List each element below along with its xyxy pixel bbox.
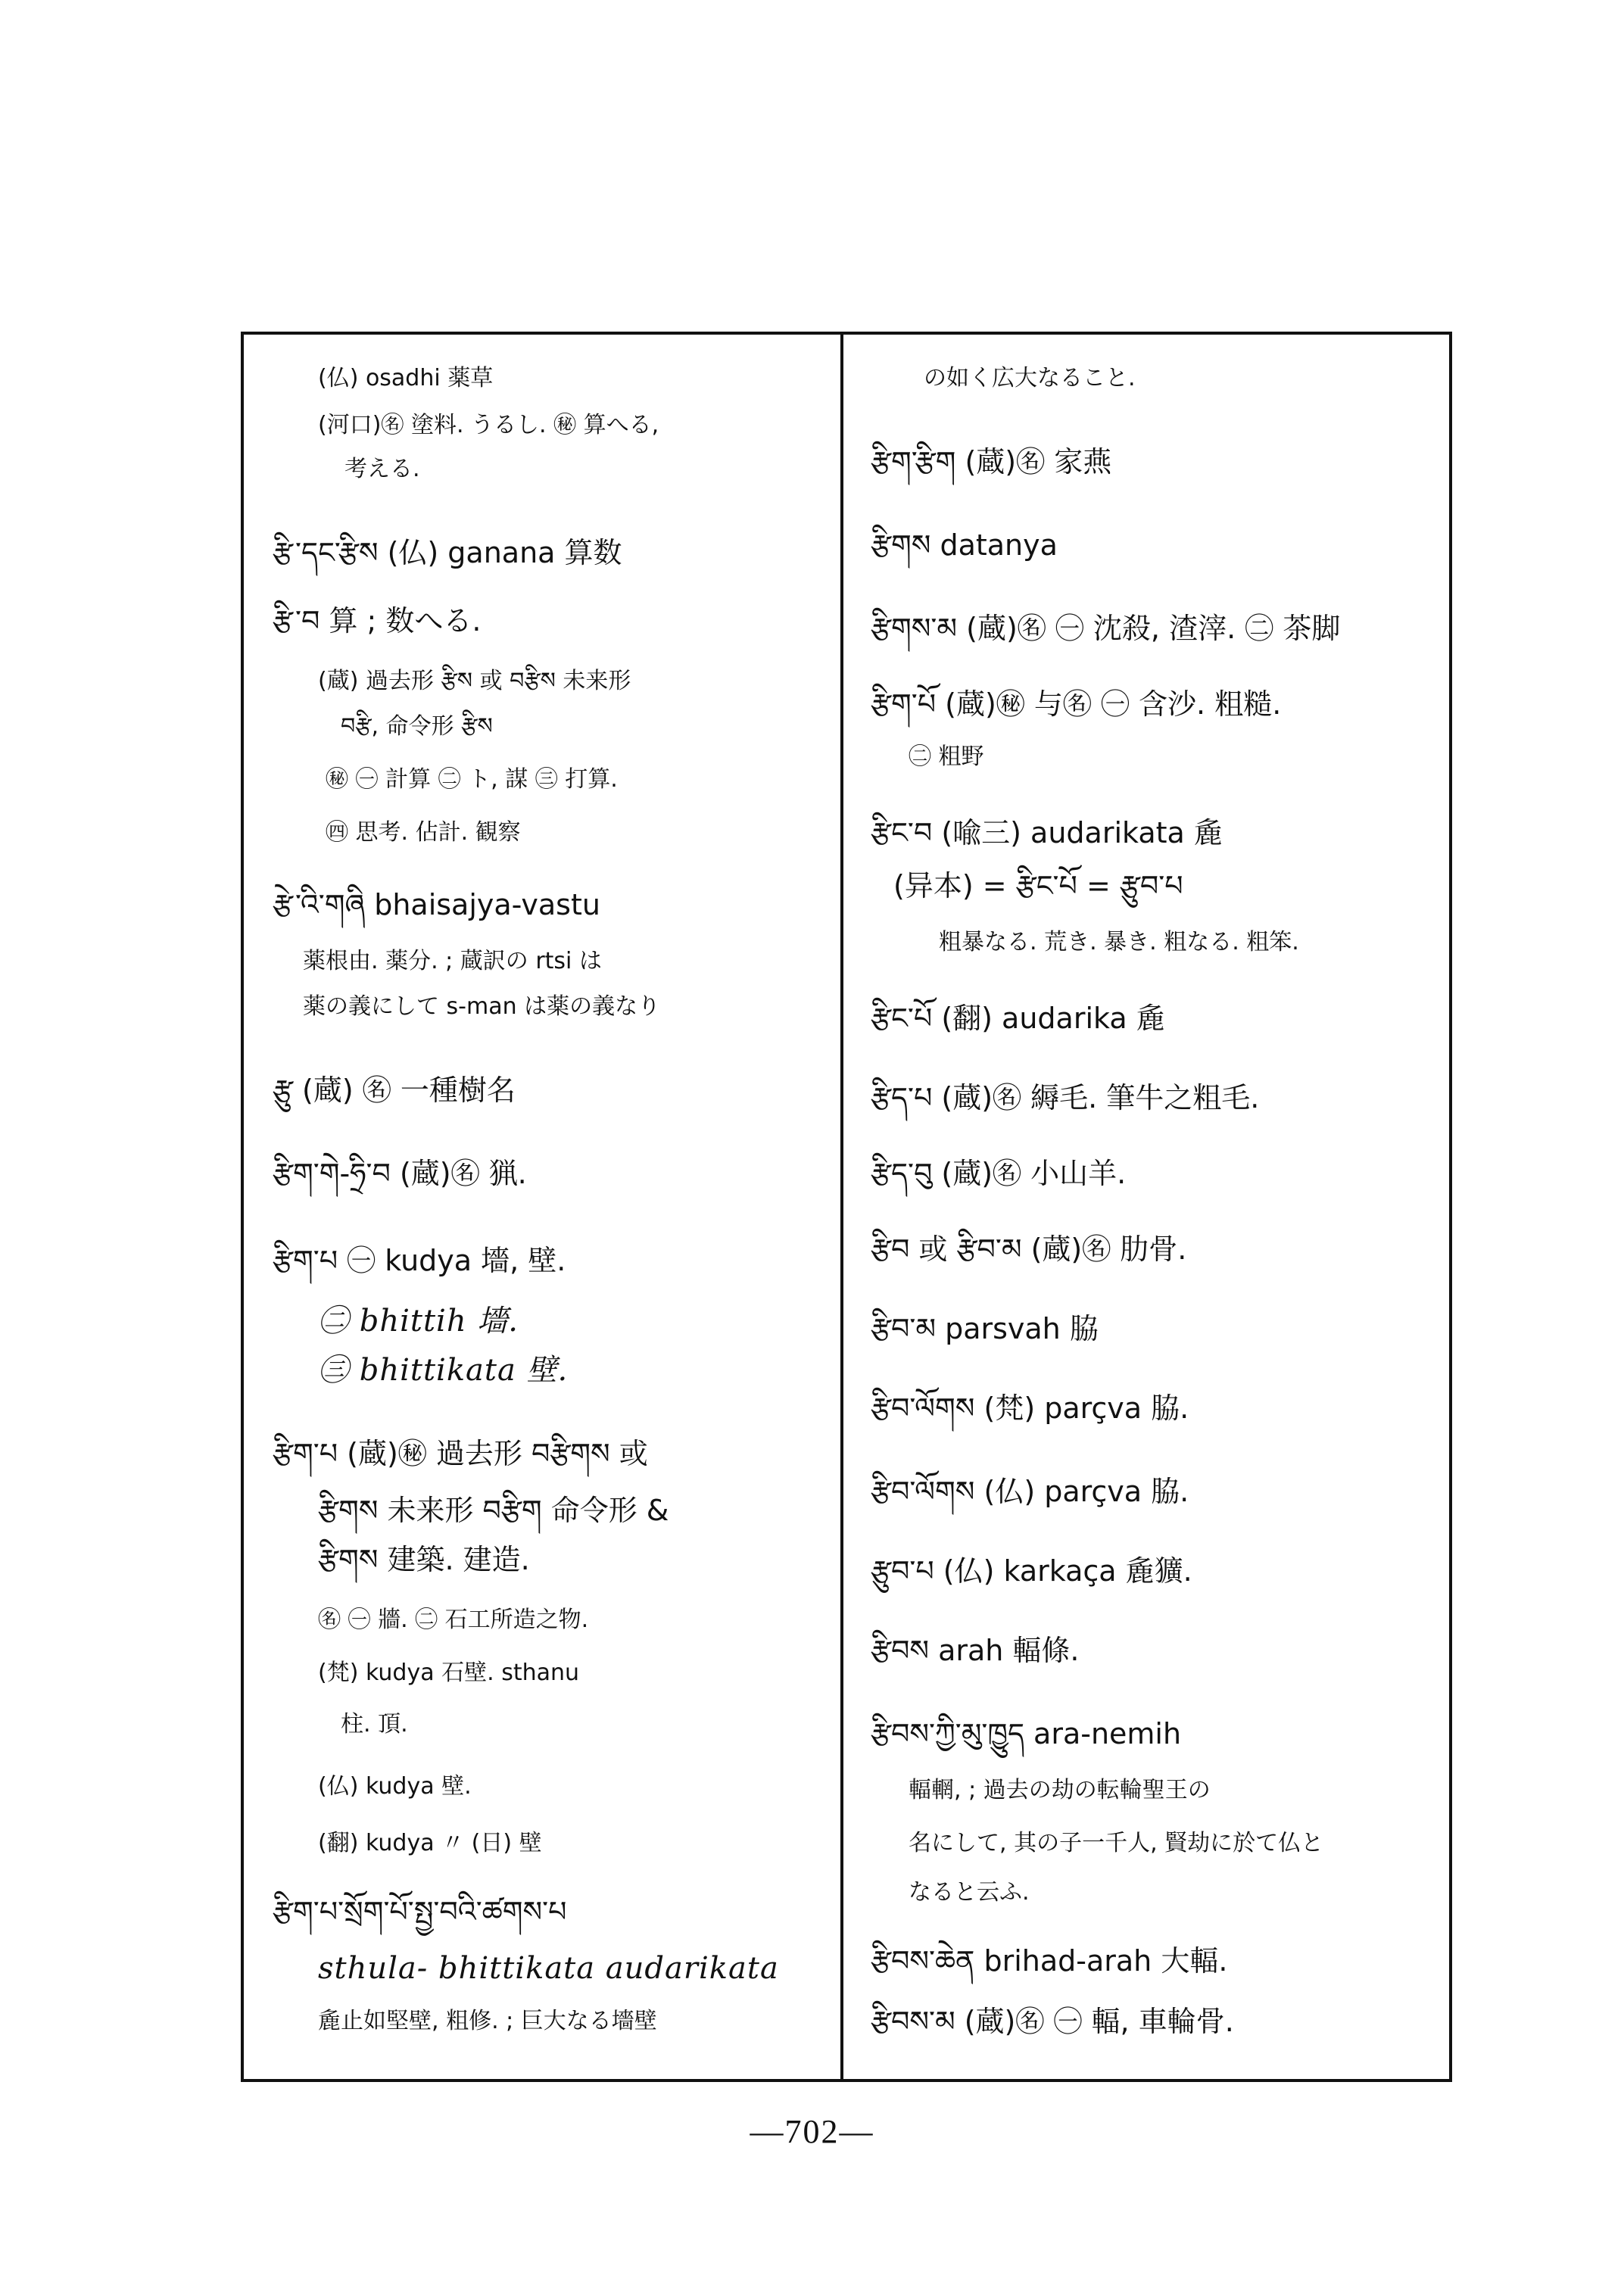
entry-line: ㊁ 粗野: [909, 743, 984, 770]
entry-line: (仏) osadhi 薬草: [318, 365, 494, 391]
headword-line: རྩིབ་མ parsvah 脇: [871, 1312, 1099, 1345]
column-divider: [840, 332, 843, 2082]
headword-line: རྩིབས་ཀྱི་མུ་ཁྱུད ara-nemih: [871, 1717, 1182, 1750]
entry-line: の如く広大なること.: [924, 365, 1136, 391]
headword-line: རྩི་བ 算 ; 数へる.: [273, 604, 482, 637]
headword-line: རྩིག་རྩིག (蔵)㊔ 家燕: [871, 445, 1112, 478]
entry-line: (河口)㊔ 塗料. うるし. ㊙ 算へる,: [318, 412, 659, 438]
headword-line: རྩིང་བ (喩三) audarikata 麁: [871, 816, 1223, 849]
entry-line: (梵) kudya 石壁. sthanu: [318, 1660, 580, 1686]
entry-line: ㊁ bhittih 墻.: [318, 1304, 519, 1339]
entry-line: ㊙ ㊀ 計算 ㊁ ト, 謀 ㊂ 打算.: [326, 766, 618, 793]
entry-line: རྩིགས 建築. 建造.: [318, 1543, 530, 1576]
headword-line: རྩིག་པ (蔵)㊙ 過去形 བརྩིགས 或: [273, 1437, 648, 1470]
headword-line: རྩི་དང་རྩིས (仏) ganana 算数: [273, 536, 622, 569]
entry-line: (蔵) 過去形 རྩིས 或 བརྩིས 未来形: [318, 668, 631, 694]
entry-line: 粗暴なる. 荒き. 暴き. 粗なる. 粗笨.: [939, 929, 1299, 955]
headword-line: རྩེ་འི་གཞི bhaisajya-vastu: [273, 888, 600, 921]
entry-line: (异本) = རྩིང་པོ = རྩུབ་པ: [893, 869, 1183, 902]
entry-line: 輻輞, ; 過去の劫の転輪聖王の: [909, 1777, 1211, 1803]
headword-line: རྩིབས་ཆེན brihad-arah 大輻.: [871, 1944, 1228, 1978]
entry-line: 考える.: [344, 456, 420, 482]
headword-line: རྩིབ་ལོགས (仏) parçva 脇.: [871, 1475, 1189, 1508]
page-frame: [241, 332, 1452, 2082]
entry-line: sthula- bhittikata audarikata: [318, 1951, 779, 1986]
entry-line: 麁止如堅壁, 粗修. ; 巨大なる墻壁: [318, 2008, 657, 2034]
entry-line: なると云ふ.: [909, 1879, 1030, 1906]
headword-line: རྩིད་བུ (蔵)㊔ 小山羊.: [871, 1157, 1127, 1190]
page-number: —702—: [750, 2113, 874, 2150]
entry-line: བརྩི, 命令形 རྩིས: [341, 713, 493, 740]
entry-line: ㊂ bhittikata 壁.: [318, 1353, 569, 1388]
headword-line: རྩིབ 或 རྩིབ་མ (蔵)㊔ 肋骨.: [871, 1233, 1187, 1266]
headword-line: རྩུབ་པ (仏) karkaça 麁獷.: [871, 1554, 1192, 1588]
entry-line: 薬根由. 薬分. ; 蔵訳の rtsi は: [303, 948, 602, 974]
headword-line: རྩིགས་མ (蔵)㊔ ㊀ 沈殺, 渣滓. ㊁ 茶脚: [871, 612, 1341, 645]
entry-line: (仏) kudya 壁.: [318, 1773, 472, 1800]
headword-line: རྩུ (蔵) ㊔ 一種樹名: [273, 1074, 516, 1107]
entry-line: རྩིགས 未来形 བརྩིག 命令形 &: [318, 1494, 669, 1527]
entry-line: ㊔ ㊀ 牆. ㊁ 石工所造之物.: [318, 1607, 589, 1633]
headword-line: རྩིགས datanya: [871, 528, 1058, 562]
headword-line: རྩིག་པོ (蔵)㊙ 与㊔ ㊀ 含沙. 粗糙.: [871, 687, 1282, 721]
headword-line: རྩིད་པ (蔵)㊔ 縟毛. 筆牛之粗毛.: [871, 1081, 1260, 1114]
entry-line: ㊃ 思考. 佔計. 観察: [326, 819, 521, 846]
entry-line: 薬の義にして s-man は薬の義なり: [303, 993, 661, 1020]
headword-line: རྩིབ་ལོགས (梵) parçva 脇.: [871, 1392, 1189, 1425]
headword-line: རྩིབས་མ (蔵)㊔ ㊀ 輻, 車輪骨.: [871, 2005, 1234, 2038]
entry-line: 名にして, 其の子一千人, 賢劫に於て仏と: [909, 1830, 1324, 1856]
entry-line: 柱. 頂.: [341, 1711, 408, 1738]
headword-line: རྩིབས arah 輻條.: [871, 1634, 1080, 1667]
headword-line: རྩིག་གེ-ཧྲི་བ (蔵)㊔ 猟.: [273, 1157, 527, 1190]
headword-line: རྩིག་པ ㊀ kudya 墻, 壁.: [273, 1244, 566, 1277]
headword-line: རྩིག་པ་སྲོག་པོ་སྤྱ་བའི་ཚགས་པ: [273, 1895, 567, 1928]
headword-line: རྩིང་པོ (翻) audarika 麁: [871, 1002, 1165, 1035]
entry-line: (翻) kudya 〃 (日) 壁: [318, 1830, 542, 1856]
